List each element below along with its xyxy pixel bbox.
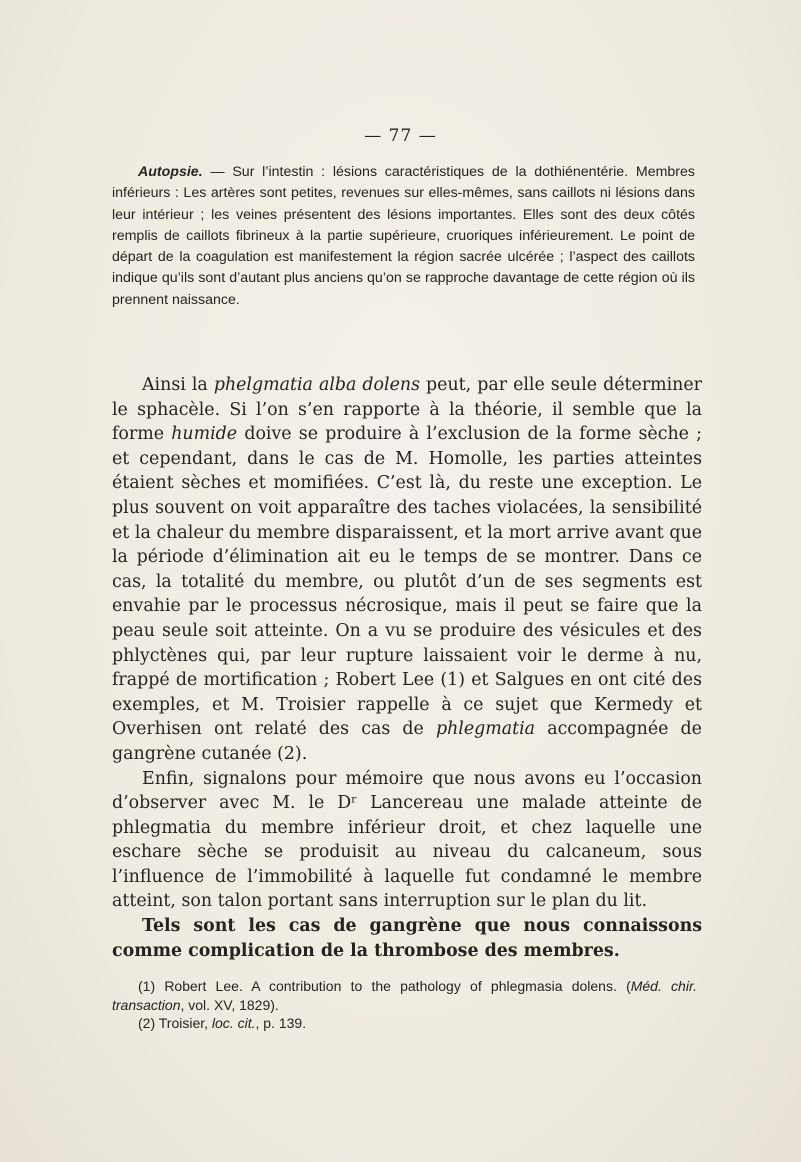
footnotes [112, 977, 697, 1033]
text-run: (1) Robert Lee. A contribution to the pathology of phlegmasia dolens. ( [138, 978, 631, 994]
paragraph-conclusion: Tels sont les cas de gangrène que nous connaissons comme complication de la thrombose des membres. [112, 916, 702, 961]
text-run: Ainsi la [142, 375, 214, 395]
autopsy-text: — Sur l’intestin : lésions caractéristiques de la dothiénentérie. Membres inférieurs : Les artères sont petites, revenues sur elles-mêmes, sans caillots ni lésions dans leur intérieur ; les veines présentent des lésions importantes. Elles sont des deux côtés remplis de caillots fibrineux à la partie supérieure, cruoriques inférieurement. Le point de départ de la coagulation est manifestement la région sacrée ulcérée ; l’aspect des caillots indique qu’ils sont d’autant plus anciens qu’on se rapproche davantage de cette région où ils prennent naissance. [112, 164, 695, 308]
footnote-2 [112, 1014, 697, 1033]
paragraph-phlegmatia [112, 373, 702, 767]
text-run: doive se produire à l’exclusion de la forme sèche ; et cependant, dans le cas de M. Homolle, les parties atteintes étaient sèches et momifiées. C’est là, du reste une exception. Le plus souvent on voit apparaître des taches violacées, la sensibilité et la chaleur du membre disparaissent, et la mort arrive avant que la période d’élimination ait eu le temps de se montrer. Dans ce cas, la totalité du membre, ou plutôt d’un de ses segments est envahie par le processus nécrosique, mais il peut se faire que la peau seule soit atteinte. On a vu se produire des vésicules et des phlyctènes qui, par leur rupture laissaient voir le derme à nu, frappé de mortification ; Robert Lee (1) et Salgues en ont cité des exemples, et M. Troisier rappelle à ce sujet que Kermedy et Overhisen ont relaté des cas de [112, 424, 702, 740]
autopsy-label: Autopsie. [138, 164, 203, 180]
text-run: (2) Troisier, [138, 1015, 212, 1032]
text-run: , vol. XV, 1829). [180, 996, 279, 1013]
autopsy-note [112, 162, 695, 311]
page-number: — 77 — [364, 126, 437, 146]
main-text [112, 373, 702, 963]
italic-term: phelgmatia alba dolens [213, 375, 420, 395]
text-run: , p. 139. [255, 1015, 307, 1032]
italic-term: humide [171, 424, 238, 445]
footnote-1 [112, 977, 697, 1014]
autopsy-paragraph [112, 162, 695, 311]
text-run: accompagnée de gangrène cutanée (2). [112, 719, 702, 764]
text-run: peut, par elle seule déterminer le sphacèle. Si l’on s’en rapporte à la théorie, il semble que la forme [112, 375, 702, 445]
paragraph-observation: Enfin, signalons pour mémoire que nous avons eu l’occasion d’observer avec M. le Dʳ Lancereau une malade atteinte de phlegmatia du membre inférieur droit, et chez laquelle une eschare sèche se produisit au niveau du calcaneum, sous l’influence de l’immobilité à laquelle fut condamné le membre atteint, son talon portant sans interruption sur le plan du lit. [112, 768, 702, 912]
italic-term: phlegmatia [435, 719, 536, 740]
italic-term: loc. cit. [211, 1015, 256, 1032]
italic-term: Méd. chir. transaction [112, 978, 697, 1013]
